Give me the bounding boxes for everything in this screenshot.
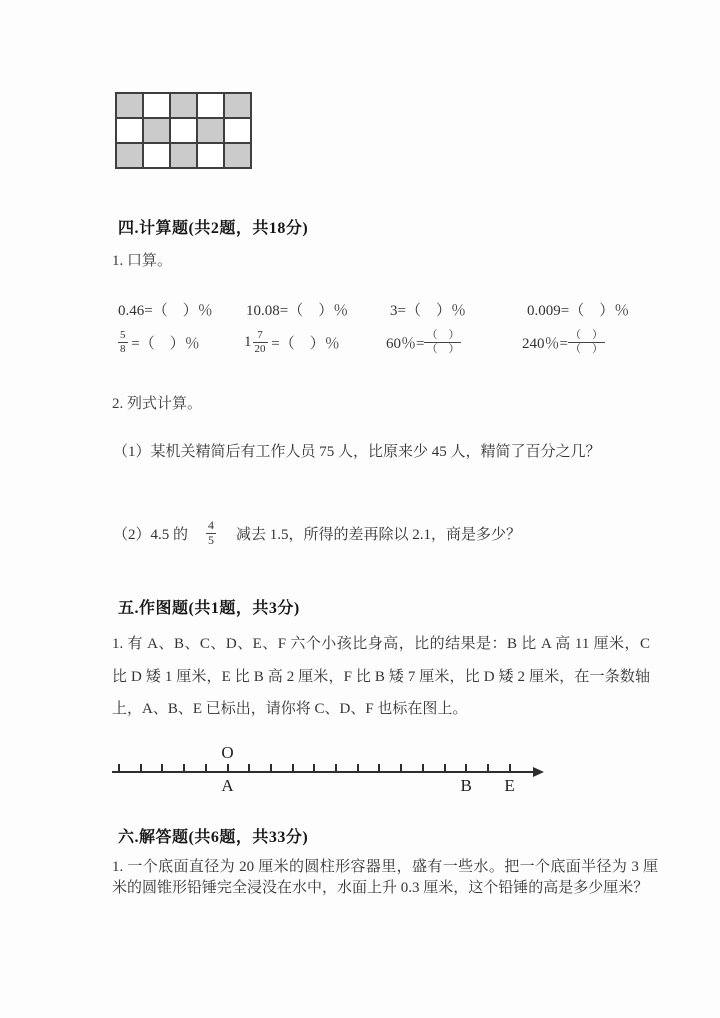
oral-calc-item: 0.46=（ ）％ [118,303,213,319]
section-5-title: 五.作图题(共1题，共3分) [118,600,300,617]
grid-cell-blank [197,93,224,118]
grid-cell-shaded [170,93,197,118]
oral-calc-item-percent-to-fraction [386,324,461,360]
grid-row [116,143,251,168]
grid-cell-blank [116,118,143,143]
number-line-tick [292,764,294,771]
mixed-number-whole: 1 [244,333,252,350]
fraction [568,329,605,355]
number-line-arrowhead [533,767,544,777]
number-line-tick [487,764,489,771]
section-4-question-2-label: 2. 列式计算。 [112,396,203,412]
fraction [118,329,128,355]
fraction-numerator: 4 [208,517,215,532]
number-line-tick [248,764,250,771]
grid-cell-shaded [143,118,170,143]
number-line-tick [357,764,359,771]
number-line-tick [161,764,163,771]
fraction-numerator: （ ） [569,328,603,341]
number-line-tick [313,764,315,771]
equation-rhs: =（ ）％ [127,335,200,352]
number-line-point-label-e: E [504,776,515,795]
number-line-tick [400,764,402,771]
section-6-title: 六.解答题(共6题，共33分) [118,829,309,846]
number-line-tick [378,764,380,771]
number-line-point-label-b: B [460,776,472,795]
grid-row [116,118,251,143]
number-line-tick [183,764,185,771]
grid-cell-blank [143,93,170,118]
number-line-tick [465,764,467,771]
number-line-tick [444,764,446,771]
number-line-tick [205,764,207,771]
grid-cell-blank [170,118,197,143]
equation-lhs: 240％= [522,335,568,352]
oral-calc-item: 10.08=（ ）％ [246,303,349,319]
number-line-tick [270,764,272,771]
number-line-point-label-a: A [221,776,234,795]
oral-calc-item: 3=（ ）％ [390,303,466,319]
grid-cell-blank [224,118,251,143]
grid-cell-shaded [116,93,143,118]
oral-calc-item-percent-to-fraction [522,324,605,360]
grid-cell-shaded [224,93,251,118]
number-line-tick [422,764,424,771]
grid-cell-shaded [197,118,224,143]
fraction-denominator: 20 [254,342,266,355]
shaded-grid-figure [115,92,252,169]
number-line-point-label-o: O [221,743,234,762]
question-2-part-2 [113,512,521,554]
section-4-title: 四.计算题(共2题，共18分) [118,220,309,237]
equation-lhs: 60％= [386,335,425,352]
fraction [253,329,268,355]
fraction-denominator: （ ） [426,342,460,355]
grid-cell-shaded [116,143,143,168]
fraction-numerator: （ ） [426,328,460,341]
fraction-numerator: 5 [120,328,126,341]
grid-cell-blank [197,143,224,168]
equation-rhs: =（ ）％ [267,335,340,352]
fraction-denominator: （ ） [569,342,603,355]
question-text-prefix: （2）4.5 的 [113,526,189,543]
section-4-question-1-label: 1. 口算。 [112,253,173,269]
grid-cell-shaded [224,143,251,168]
number-line-axis [112,771,533,773]
oral-calc-item-fraction [118,324,200,360]
section-5-question-1-text: 1. 有 A、B、C、D、E、F 六个小孩比身高，比的结果是：B 比 A 高 11 厘米，C 比 D 矮 1 厘米，E 比 B 高 2 厘米，F 比 B 矮 7 厘米，比 D 矮 2 厘米，在一条数轴上，A、B、E 已标出，请你将 C、D、F 也标在图上。 [112,636,650,717]
question-text-suffix: 减去 1.5，所得的差再除以 2.1，商是多少？ [236,526,522,543]
number-line-tick [335,764,337,771]
fraction [424,329,461,355]
oral-calc-item: 0.009=（ ）％ [527,303,630,319]
fraction [206,519,216,548]
question-2-part-1: （1）某机关精简后有工作人员 75 人，比原来少 45 人，精简了百分之几？ [113,444,601,460]
number-line-tick [118,764,120,771]
grid-cell-shaded [170,143,197,168]
number-line-tick [509,764,511,771]
oral-calc-item-mixed-fraction [244,324,340,360]
number-line-tick [227,764,229,771]
number-line-figure [112,740,542,794]
fraction-numerator: 7 [257,328,263,341]
section-6-question-1-text: 1. 一个底面直径为 20 厘米的圆柱形容器里，盛有一些水。把一个底面半径为 3 厘米的圆锥形铅锤完全浸没在水中，水面上升 0.3 厘米，这个铅锤的高是多少厘米？ [112,859,658,896]
fraction-denominator: 8 [120,342,126,355]
grid-cell-blank [143,143,170,168]
number-line-tick [140,764,142,771]
grid-row [116,93,251,118]
fraction-denominator: 5 [208,532,215,547]
